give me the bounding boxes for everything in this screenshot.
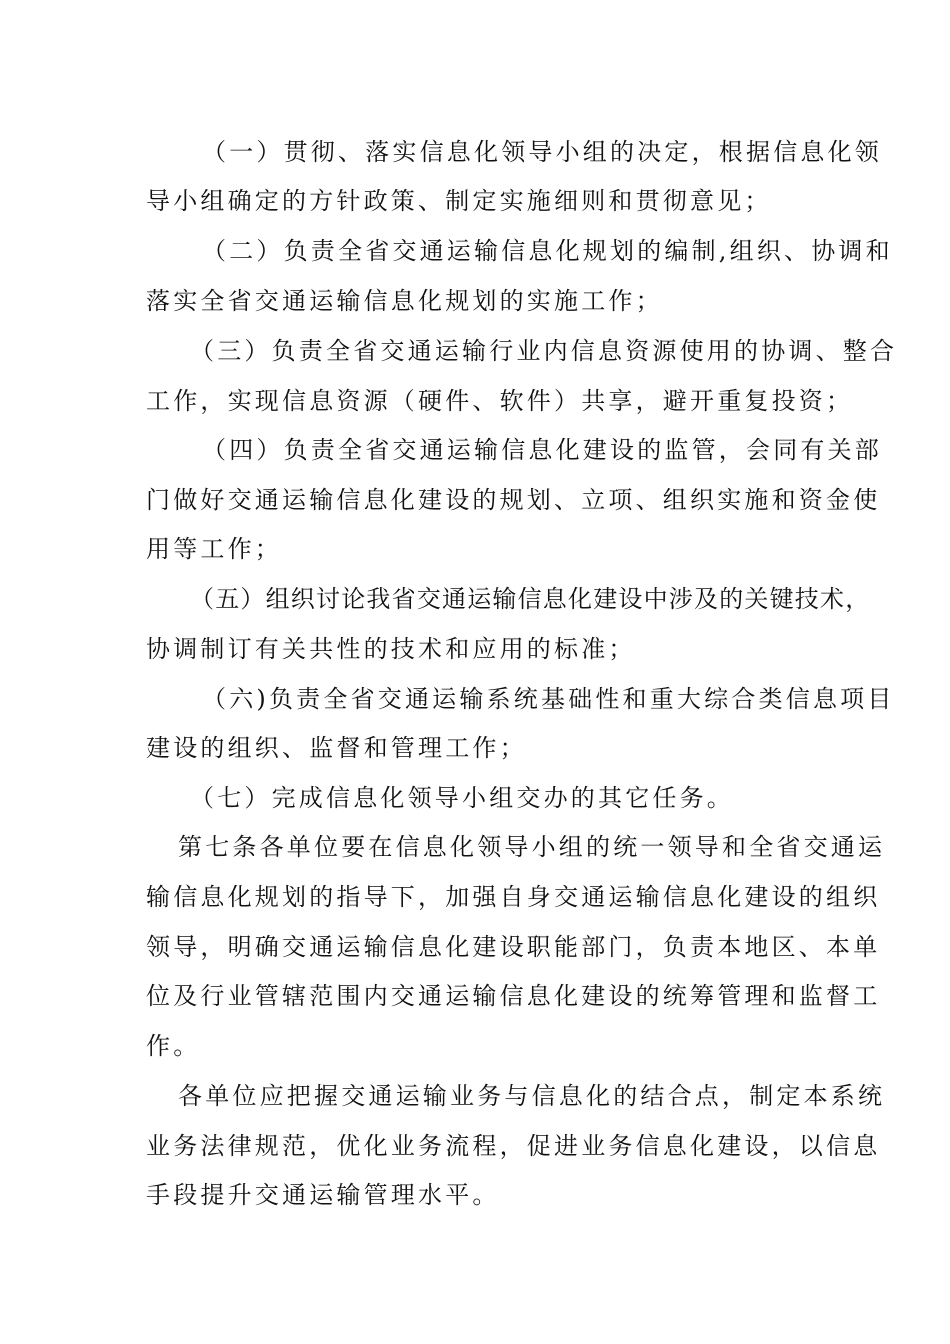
text-line: 落实全省交通运输信息化规划的实施工作； bbox=[146, 287, 663, 315]
text-line: 门做好交通运输信息化建设的规划、立项、组织实施和资金使 bbox=[146, 486, 881, 514]
text-line: （二）负责全省交通运输信息化规划的编制,组织、协调和 bbox=[202, 237, 893, 265]
text-line: 位及行业管辖范围内交通运输信息化建设的统筹管理和监督工 bbox=[146, 982, 881, 1010]
text-line: 输信息化规划的指导下，加强自身交通运输信息化建设的组织 bbox=[146, 883, 881, 911]
text-line: （七）完成信息化领导小组交办的其它任务。 bbox=[190, 784, 734, 812]
text-line: 协调制订有关共性的技术和应用的标准； bbox=[146, 635, 636, 663]
text-line: 手段提升交通运输管理水平。 bbox=[146, 1181, 500, 1209]
text-line: 作。 bbox=[146, 1032, 201, 1060]
text-line: 用等工作； bbox=[146, 535, 282, 563]
text-line: （三）负责全省交通运输行业内信息资源使用的协调、整合 bbox=[190, 337, 898, 365]
text-line: 领导，明确交通运输信息化建设职能部门，负责本地区、本单 bbox=[146, 933, 881, 961]
text-line: （五）组织讨论我省交通运输信息化建设中涉及的关键技术， bbox=[190, 585, 871, 613]
text-line: 工作，实现信息资源（硬件、软件）共享，避开重复投资； bbox=[146, 387, 854, 415]
text-line: （六)负责全省交通运输系统基础性和重大综合类信息项目 bbox=[202, 685, 895, 713]
text-line: 导小组确定的方针政策、制定实施细则和贯彻意见； bbox=[146, 187, 772, 215]
text-line: 业务法律规范，优化业务流程，促进业务信息化建设，以信息 bbox=[146, 1132, 881, 1160]
text-line: 第七条各单位要在信息化领导小组的统一领导和全省交通运 bbox=[178, 833, 886, 861]
text-line: 建设的组织、监督和管理工作； bbox=[146, 734, 527, 762]
text-line: 各单位应把握交通运输业务与信息化的结合点，制定本系统 bbox=[178, 1082, 886, 1110]
text-line: （一）贯彻、落实信息化领导小组的决定，根据信息化领 bbox=[202, 138, 882, 166]
text-line: （四）负责全省交通运输信息化建设的监管，会同有关部 bbox=[202, 436, 882, 464]
